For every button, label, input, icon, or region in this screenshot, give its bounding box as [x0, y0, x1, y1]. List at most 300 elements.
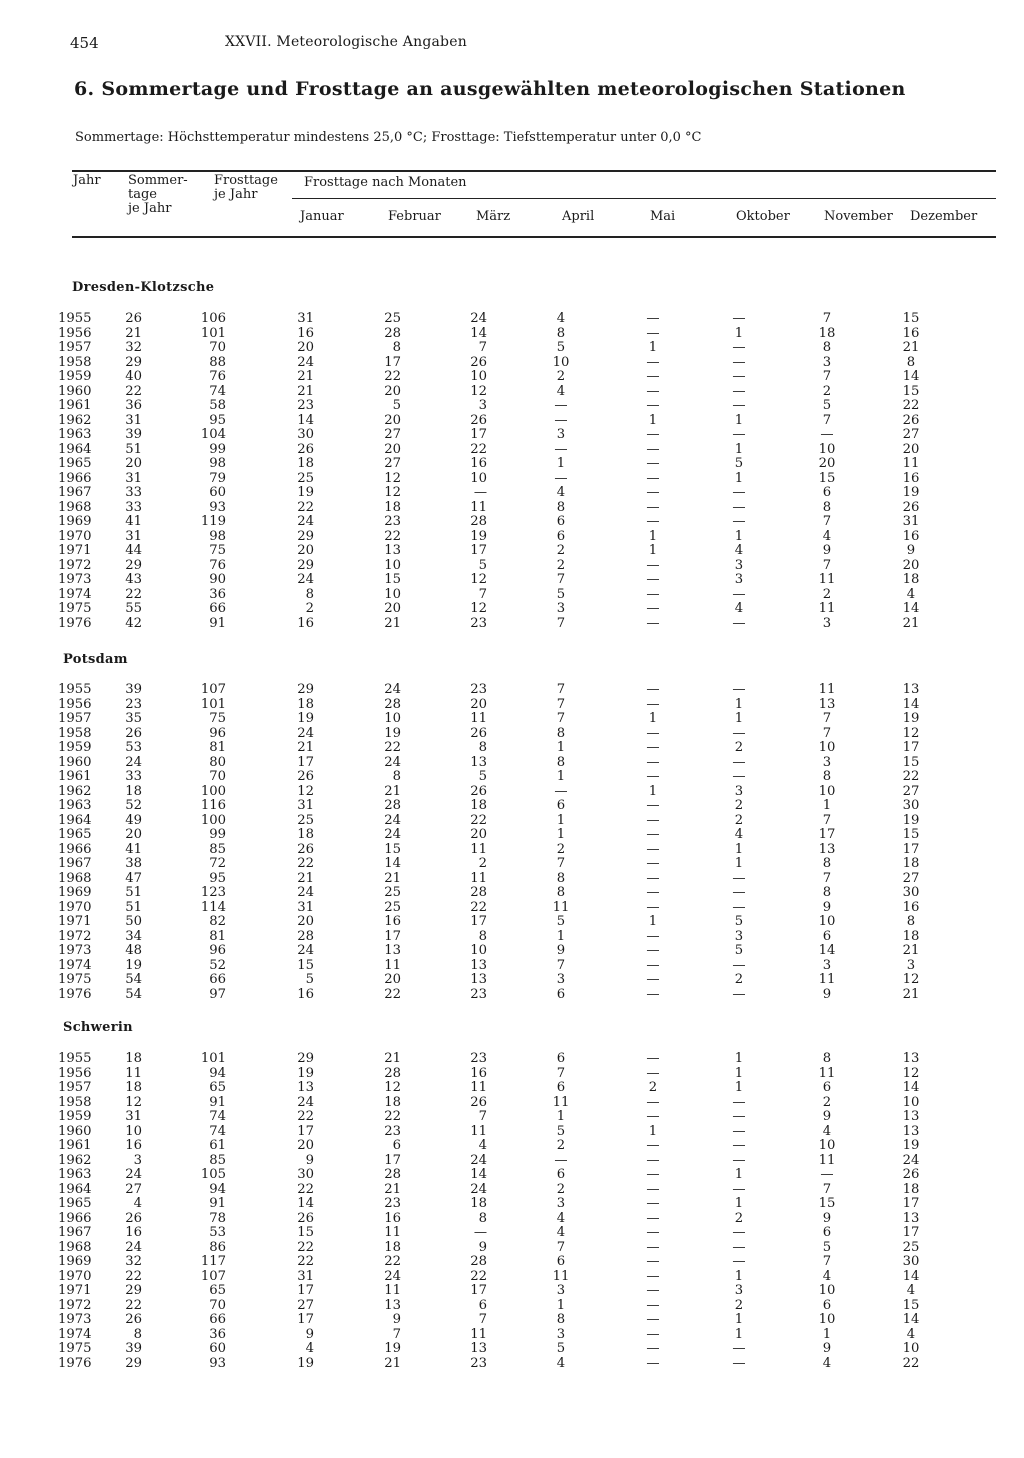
cell-maerz: 13: [470, 1341, 487, 1356]
month-group-rule: [292, 198, 996, 199]
cell-dezember: 18: [902, 856, 920, 871]
cell-november: 17: [818, 827, 836, 842]
cell-november: 7: [822, 1254, 832, 1269]
header-jahr: Jahr: [73, 173, 101, 188]
cell-maerz: 28: [470, 1254, 487, 1269]
cell-jahr: 1958: [58, 725, 92, 741]
cell-mai: 1: [648, 783, 658, 799]
cell-januar: 19: [297, 485, 314, 500]
cell-dezember: 15: [902, 383, 920, 399]
cell-april: 3: [556, 1196, 566, 1211]
cell-oktober: 1: [734, 1196, 744, 1211]
cell-oktober: —: [732, 1225, 746, 1240]
cell-jahr: 1964: [58, 441, 92, 457]
cell-januar: 18: [297, 827, 314, 842]
cell-jahr: 1956: [58, 325, 92, 341]
cell-april: 7: [556, 856, 566, 871]
cell-februar: 21: [384, 870, 401, 886]
cell-oktober: —: [732, 899, 746, 915]
cell-februar: 23: [384, 514, 401, 529]
cell-maerz: 26: [470, 725, 487, 741]
cell-oktober: —: [732, 1239, 746, 1255]
cell-november: 8: [822, 856, 832, 871]
cell-februar: 19: [384, 725, 401, 741]
cell-oktober: —: [732, 514, 746, 529]
table-row: [0, 356, 1024, 370]
cell-frosttage-jahr: 80: [209, 754, 226, 770]
cell-sommertage: 24: [125, 754, 142, 770]
cell-sommertage: 24: [125, 1239, 142, 1255]
cell-dezember: 15: [902, 827, 920, 842]
cell-november: 11: [818, 1065, 836, 1081]
cell-jahr: 1966: [58, 841, 92, 857]
cell-frosttage-jahr: 93: [209, 499, 226, 515]
cell-november: 7: [822, 711, 832, 726]
cell-januar: 29: [297, 557, 314, 573]
table-row: [0, 814, 1024, 828]
cell-mai: —: [646, 1167, 660, 1182]
cell-dezember: 19: [902, 1138, 920, 1153]
cell-frosttage-jahr: 94: [209, 1065, 226, 1081]
cell-april: 2: [556, 369, 566, 384]
cell-oktober: —: [732, 870, 746, 886]
cell-mai: —: [646, 827, 660, 842]
cell-mai: —: [646, 1355, 660, 1371]
cell-februar: 19: [384, 1341, 401, 1356]
cell-februar: 24: [384, 682, 401, 697]
cell-dezember: 27: [902, 427, 920, 442]
table-row: [0, 770, 1024, 784]
cell-sommertage: 29: [125, 1355, 142, 1371]
cell-januar: 12: [297, 783, 314, 799]
cell-november: 11: [818, 572, 836, 587]
station-heading: Schwerin: [63, 1020, 133, 1035]
table-row: [0, 1125, 1024, 1139]
cell-mai: —: [646, 1312, 660, 1327]
cell-januar: 27: [297, 1297, 314, 1313]
cell-april: 4: [556, 485, 566, 500]
cell-oktober: 2: [734, 972, 744, 987]
table-row: [0, 602, 1024, 616]
cell-februar: 27: [384, 456, 401, 471]
cell-sommertage: 26: [125, 1312, 142, 1327]
cell-januar: 31: [297, 311, 314, 326]
cell-november: 10: [818, 1312, 836, 1327]
cell-januar: 16: [297, 325, 314, 341]
cell-jahr: 1976: [58, 986, 92, 1002]
cell-april: 7: [556, 1065, 566, 1081]
header-frosttage-nach-monaten: Frosttage nach Monaten: [304, 175, 467, 190]
cell-jahr: 1972: [58, 1297, 92, 1313]
table-title: 6. Sommertage und Frosttage an ausgewählten meteorologischen Stationen: [74, 78, 906, 100]
table-row: [0, 1197, 1024, 1211]
cell-maerz: 2: [478, 856, 487, 871]
cell-oktober: 2: [734, 1297, 744, 1313]
cell-februar: 24: [384, 812, 401, 828]
cell-februar: 24: [384, 827, 401, 842]
cell-maerz: 12: [470, 572, 487, 587]
cell-frosttage-jahr: 66: [209, 972, 226, 987]
cell-oktober: 2: [734, 1210, 744, 1226]
cell-frosttage-jahr: 70: [209, 1297, 226, 1313]
cell-maerz: 11: [470, 841, 487, 857]
cell-maerz: 10: [470, 470, 487, 486]
cell-april: 5: [556, 914, 566, 929]
cell-april: 11: [552, 899, 570, 915]
cell-februar: 21: [384, 1051, 401, 1066]
cell-maerz: 3: [478, 398, 487, 413]
cell-dezember: 21: [902, 943, 920, 958]
cell-januar: 26: [297, 841, 314, 857]
cell-oktober: —: [732, 754, 746, 770]
cell-maerz: 4: [478, 1138, 487, 1153]
cell-januar: 17: [297, 1123, 314, 1139]
cell-april: 8: [556, 1312, 566, 1327]
cell-frosttage-jahr: 36: [209, 586, 226, 602]
cell-januar: 4: [305, 1341, 314, 1356]
cell-jahr: 1970: [58, 528, 92, 544]
chapter-title: XXVII. Meteorologische Angaben: [225, 34, 467, 50]
cell-februar: 24: [384, 1268, 401, 1284]
cell-sommertage: 31: [125, 528, 142, 544]
cell-dezember: 26: [902, 412, 920, 428]
cell-februar: 28: [384, 798, 401, 813]
cell-mai: —: [646, 325, 660, 341]
cell-jahr: 1959: [58, 369, 92, 384]
cell-sommertage: 11: [125, 1065, 142, 1081]
table-row: [0, 1328, 1024, 1342]
cell-mai: —: [646, 1109, 660, 1124]
cell-mai: —: [646, 972, 660, 987]
cell-mai: —: [646, 1152, 660, 1168]
cell-januar: 16: [297, 615, 314, 631]
cell-maerz: 7: [478, 586, 487, 602]
cell-jahr: 1965: [58, 827, 92, 842]
cell-mai: —: [646, 696, 660, 712]
cell-mai: 1: [648, 543, 658, 558]
cell-dezember: 11: [902, 456, 920, 471]
cell-sommertage: 39: [125, 682, 142, 697]
cell-jahr: 1976: [58, 615, 92, 631]
cell-oktober: —: [732, 1341, 746, 1356]
cell-frosttage-jahr: 60: [209, 1341, 226, 1356]
cell-mai: —: [646, 1138, 660, 1153]
cell-maerz: 11: [470, 1080, 487, 1095]
cell-januar: 20: [297, 340, 314, 355]
cell-februar: 15: [384, 572, 401, 587]
table-row: [0, 1342, 1024, 1356]
cell-januar: 20: [297, 914, 314, 929]
cell-november: 20: [818, 456, 836, 471]
cell-februar: 5: [392, 398, 401, 413]
cell-april: 3: [556, 1283, 566, 1298]
cell-maerz: 5: [478, 557, 487, 573]
cell-november: 10: [818, 783, 836, 799]
cell-mai: 1: [648, 1123, 658, 1139]
cell-maerz: 11: [470, 1123, 487, 1139]
cell-maerz: 18: [470, 1196, 487, 1211]
cell-frosttage-jahr: 76: [209, 557, 226, 573]
cell-februar: 17: [384, 1152, 401, 1168]
cell-januar: 28: [297, 928, 314, 944]
cell-november: 3: [822, 957, 832, 973]
cell-april: 8: [556, 870, 566, 886]
cell-frosttage-jahr: 82: [209, 914, 226, 929]
cell-jahr: 1964: [58, 812, 92, 828]
cell-mai: 1: [648, 340, 658, 355]
table-row: [0, 930, 1024, 944]
cell-dezember: 27: [902, 783, 920, 799]
cell-maerz: 28: [470, 885, 487, 900]
cell-november: 10: [818, 441, 836, 457]
cell-maerz: 13: [470, 754, 487, 770]
table-row: [0, 428, 1024, 442]
cell-januar: 23: [297, 398, 314, 413]
table-header-rule: [72, 236, 996, 238]
cell-mai: 1: [648, 711, 658, 726]
cell-jahr: 1970: [58, 1268, 92, 1284]
cell-mai: —: [646, 1225, 660, 1240]
cell-maerz: 10: [470, 943, 487, 958]
table-row: [0, 327, 1024, 341]
cell-november: 10: [818, 1283, 836, 1298]
cell-jahr: 1967: [58, 856, 92, 871]
cell-jahr: 1957: [58, 340, 92, 355]
cell-sommertage: 41: [125, 841, 142, 857]
cell-november: 11: [818, 1152, 836, 1168]
cell-oktober: 1: [734, 1080, 744, 1095]
cell-oktober: 1: [734, 528, 744, 544]
cell-sommertage: 54: [125, 986, 142, 1002]
cell-mai: —: [646, 1065, 660, 1081]
cell-dezember: 15: [902, 754, 920, 770]
cell-frosttage-jahr: 105: [200, 1167, 226, 1182]
header-month: Februar: [388, 209, 441, 224]
cell-frosttage-jahr: 100: [200, 783, 226, 799]
cell-april: —: [554, 441, 568, 457]
cell-oktober: 5: [734, 914, 744, 929]
cell-januar: 18: [297, 696, 314, 712]
cell-januar: 24: [297, 725, 314, 741]
cell-oktober: —: [732, 340, 746, 355]
cell-jahr: 1968: [58, 870, 92, 886]
cell-november: 7: [822, 725, 832, 741]
cell-januar: 30: [297, 1167, 314, 1182]
cell-april: 4: [556, 383, 566, 399]
cell-november: 9: [822, 1341, 832, 1356]
cell-mai: —: [646, 1254, 660, 1269]
table-row: [0, 617, 1024, 631]
cell-januar: 24: [297, 1094, 314, 1110]
cell-februar: 27: [384, 427, 401, 442]
cell-januar: 24: [297, 514, 314, 529]
table-row: [0, 573, 1024, 587]
cell-april: 1: [556, 812, 566, 828]
cell-jahr: 1965: [58, 1196, 92, 1211]
cell-april: —: [554, 412, 568, 428]
cell-jahr: 1965: [58, 456, 92, 471]
cell-dezember: 21: [902, 615, 920, 631]
cell-november: 10: [818, 740, 836, 755]
cell-april: 7: [556, 696, 566, 712]
cell-april: 1: [556, 740, 566, 755]
cell-mai: —: [646, 841, 660, 857]
cell-jahr: 1971: [58, 543, 92, 558]
cell-november: 6: [822, 1080, 832, 1095]
cell-frosttage-jahr: 97: [209, 986, 226, 1002]
cell-dezember: 13: [902, 1051, 920, 1066]
cell-januar: 16: [297, 986, 314, 1002]
cell-november: —: [820, 1167, 834, 1182]
cell-maerz: 11: [470, 870, 487, 886]
cell-oktober: 1: [734, 696, 744, 712]
cell-mai: 1: [648, 412, 658, 428]
table-row: [0, 1154, 1024, 1168]
cell-jahr: 1955: [58, 682, 92, 697]
table-row: [0, 1110, 1024, 1124]
table-row: [0, 959, 1024, 973]
header-month: April: [562, 209, 595, 224]
cell-sommertage: 48: [125, 943, 142, 958]
cell-dezember: 19: [902, 812, 920, 828]
cell-oktober: 2: [734, 812, 744, 828]
cell-dezember: 30: [902, 885, 920, 900]
cell-dezember: 22: [902, 769, 920, 784]
cell-frosttage-jahr: 36: [209, 1326, 226, 1342]
cell-maerz: 23: [470, 1051, 487, 1066]
cell-dezember: 8: [906, 354, 916, 370]
cell-november: 10: [818, 914, 836, 929]
cell-april: 8: [556, 885, 566, 900]
cell-dezember: 14: [902, 696, 920, 712]
cell-frosttage-jahr: 94: [209, 1181, 226, 1197]
table-row: [0, 756, 1024, 770]
cell-dezember: 8: [906, 914, 916, 929]
cell-frosttage-jahr: 70: [209, 340, 226, 355]
cell-mai: —: [646, 769, 660, 784]
cell-maerz: 23: [470, 615, 487, 631]
cell-februar: 28: [384, 325, 401, 341]
cell-sommertage: 18: [125, 783, 142, 799]
cell-dezember: 14: [902, 369, 920, 384]
cell-oktober: 3: [734, 928, 744, 944]
cell-januar: 17: [297, 754, 314, 770]
table-row: [0, 399, 1024, 413]
table-row: [0, 414, 1024, 428]
cell-april: 1: [556, 928, 566, 944]
cell-april: 6: [556, 986, 566, 1002]
cell-april: 3: [556, 601, 566, 616]
cell-dezember: 30: [902, 798, 920, 813]
cell-januar: 5: [305, 972, 314, 987]
cell-frosttage-jahr: 91: [209, 1196, 226, 1211]
table-row: [0, 843, 1024, 857]
cell-mai: 1: [648, 528, 658, 544]
cell-oktober: 2: [734, 740, 744, 755]
cell-april: 6: [556, 798, 566, 813]
cell-sommertage: 29: [125, 1283, 142, 1298]
cell-sommertage: 26: [125, 1210, 142, 1226]
cell-oktober: 5: [734, 456, 744, 471]
cell-november: 7: [822, 1181, 832, 1197]
table-subtitle: Sommertage: Höchsttemperatur mindestens 25,0 °C; Frosttage: Tiefsttemperatur unter 0,0 °C: [75, 130, 702, 145]
cell-april: 3: [556, 972, 566, 987]
cell-november: 9: [822, 1109, 832, 1124]
cell-april: 6: [556, 1051, 566, 1066]
cell-jahr: 1961: [58, 769, 92, 784]
cell-jahr: 1958: [58, 1094, 92, 1110]
cell-dezember: 17: [902, 740, 920, 755]
cell-jahr: 1960: [58, 754, 92, 770]
cell-oktober: —: [732, 311, 746, 326]
cell-sommertage: 12: [125, 1094, 142, 1110]
cell-april: 1: [556, 769, 566, 784]
cell-oktober: —: [732, 682, 746, 697]
cell-november: 7: [822, 412, 832, 428]
cell-januar: 15: [297, 1225, 314, 1240]
cell-mai: —: [646, 1051, 660, 1066]
cell-april: 6: [556, 514, 566, 529]
cell-sommertage: 41: [125, 514, 142, 529]
cell-april: 7: [556, 572, 566, 587]
cell-frosttage-jahr: 96: [209, 943, 226, 958]
cell-sommertage: 31: [125, 412, 142, 428]
cell-maerz: 16: [470, 456, 487, 471]
cell-dezember: 27: [902, 870, 920, 886]
cell-april: 6: [556, 528, 566, 544]
cell-jahr: 1963: [58, 1167, 92, 1182]
cell-november: 8: [822, 769, 832, 784]
table-row: [0, 944, 1024, 958]
cell-januar: 14: [297, 412, 314, 428]
cell-april: 1: [556, 1109, 566, 1124]
table-row: [0, 544, 1024, 558]
table-row: [0, 973, 1024, 987]
cell-oktober: —: [732, 1109, 746, 1124]
cell-februar: 16: [384, 1210, 401, 1226]
header-month: März: [476, 209, 511, 224]
cell-dezember: 13: [902, 682, 920, 697]
cell-frosttage-jahr: 74: [209, 1123, 226, 1139]
cell-mai: —: [646, 615, 660, 631]
cell-mai: —: [646, 1268, 660, 1284]
cell-februar: 28: [384, 1167, 401, 1182]
cell-sommertage: 26: [125, 311, 142, 326]
cell-maerz: 12: [470, 383, 487, 399]
cell-februar: 18: [384, 499, 401, 515]
cell-november: 5: [822, 398, 832, 413]
cell-maerz: 5: [478, 769, 487, 784]
cell-jahr: 1974: [58, 586, 92, 602]
cell-dezember: 17: [902, 841, 920, 857]
cell-dezember: 4: [906, 1283, 916, 1298]
cell-frosttage-jahr: 107: [200, 682, 226, 697]
cell-februar: 25: [384, 899, 401, 915]
cell-februar: 8: [392, 769, 401, 784]
header-frosttage: Frosttage je Jahr: [214, 173, 278, 202]
table-row: [0, 872, 1024, 886]
cell-maerz: 17: [470, 427, 487, 442]
cell-dezember: 19: [902, 711, 920, 726]
cell-mai: —: [646, 740, 660, 755]
cell-sommertage: 32: [125, 340, 142, 355]
running-header: [70, 34, 984, 54]
cell-maerz: 10: [470, 369, 487, 384]
cell-mai: —: [646, 1210, 660, 1226]
cell-frosttage-jahr: 100: [200, 812, 226, 828]
cell-mai: —: [646, 928, 660, 944]
cell-januar: 22: [297, 1181, 314, 1197]
